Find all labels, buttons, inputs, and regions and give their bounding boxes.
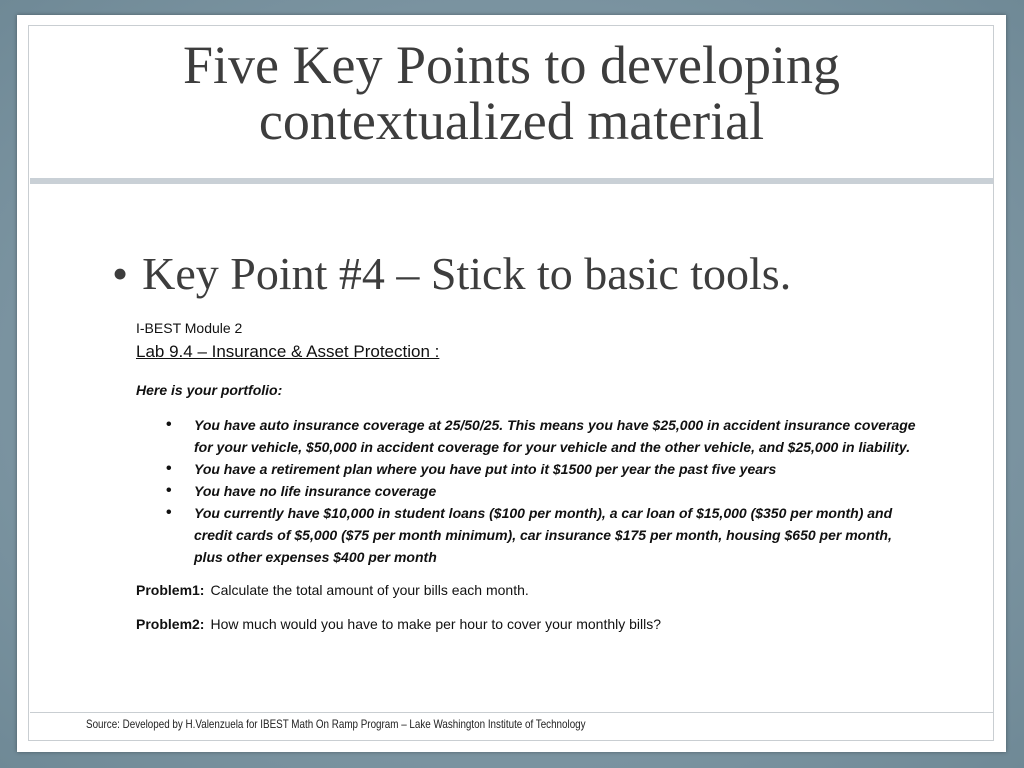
- portfolio-label: Here is your portfolio:: [136, 382, 283, 398]
- source-citation: Source: Developed by H.Valenzuela for IBEST Math On Ramp Program – Lake Washington Institute of Technology: [86, 717, 586, 731]
- problem-1: [136, 582, 916, 598]
- problem-1-text: Calculate the total amount of your bills each month.: [210, 582, 529, 598]
- title-line-2: contextualized material: [258, 91, 765, 151]
- problem-2-text: How much would you have to make per hour to cover your monthly bills?: [210, 616, 662, 632]
- list-item: • You currently have $10,000 in student loans ($100 per month), a car loan of $15,000 ($350 per month) and credit cards of $5,000 ($75 per month minimum), car insurance $175 per month, housing $650 per month, plus other expenses $400 per month: [194, 502, 916, 568]
- portfolio-list: [136, 414, 916, 568]
- key-point-text: Key Point #4 – Stick to basic tools.: [142, 248, 792, 299]
- list-item: • You have auto insurance coverage at 25/50/25. This means you have $25,000 in accident insurance coverage for your vehicle, $50,000 in accident coverage for your vehicle and the other vehicle, and $25,000 in liability.: [194, 414, 916, 458]
- embedded-document: [136, 320, 916, 650]
- list-item: • You have a retirement plan where you have put into it $1500 per year the past five years: [194, 458, 916, 480]
- key-point-bullet: [112, 247, 791, 300]
- bullet-icon: •: [112, 248, 129, 299]
- list-item: • You have no life insurance coverage: [194, 480, 916, 502]
- slide: [17, 15, 1006, 752]
- module-label: I-BEST Module 2: [136, 320, 243, 336]
- title-line-1: Five Key Points to developing: [183, 35, 840, 95]
- problem-1-label: Problem1:: [136, 582, 205, 598]
- slide-title: [17, 37, 1006, 149]
- footer-divider: [30, 712, 993, 713]
- lab-title: Lab 9.4 – Insurance & Asset Protection :: [136, 342, 440, 361]
- problem-2: [136, 616, 916, 632]
- title-divider: [30, 178, 993, 184]
- problem-2-label: Problem2:: [136, 616, 205, 632]
